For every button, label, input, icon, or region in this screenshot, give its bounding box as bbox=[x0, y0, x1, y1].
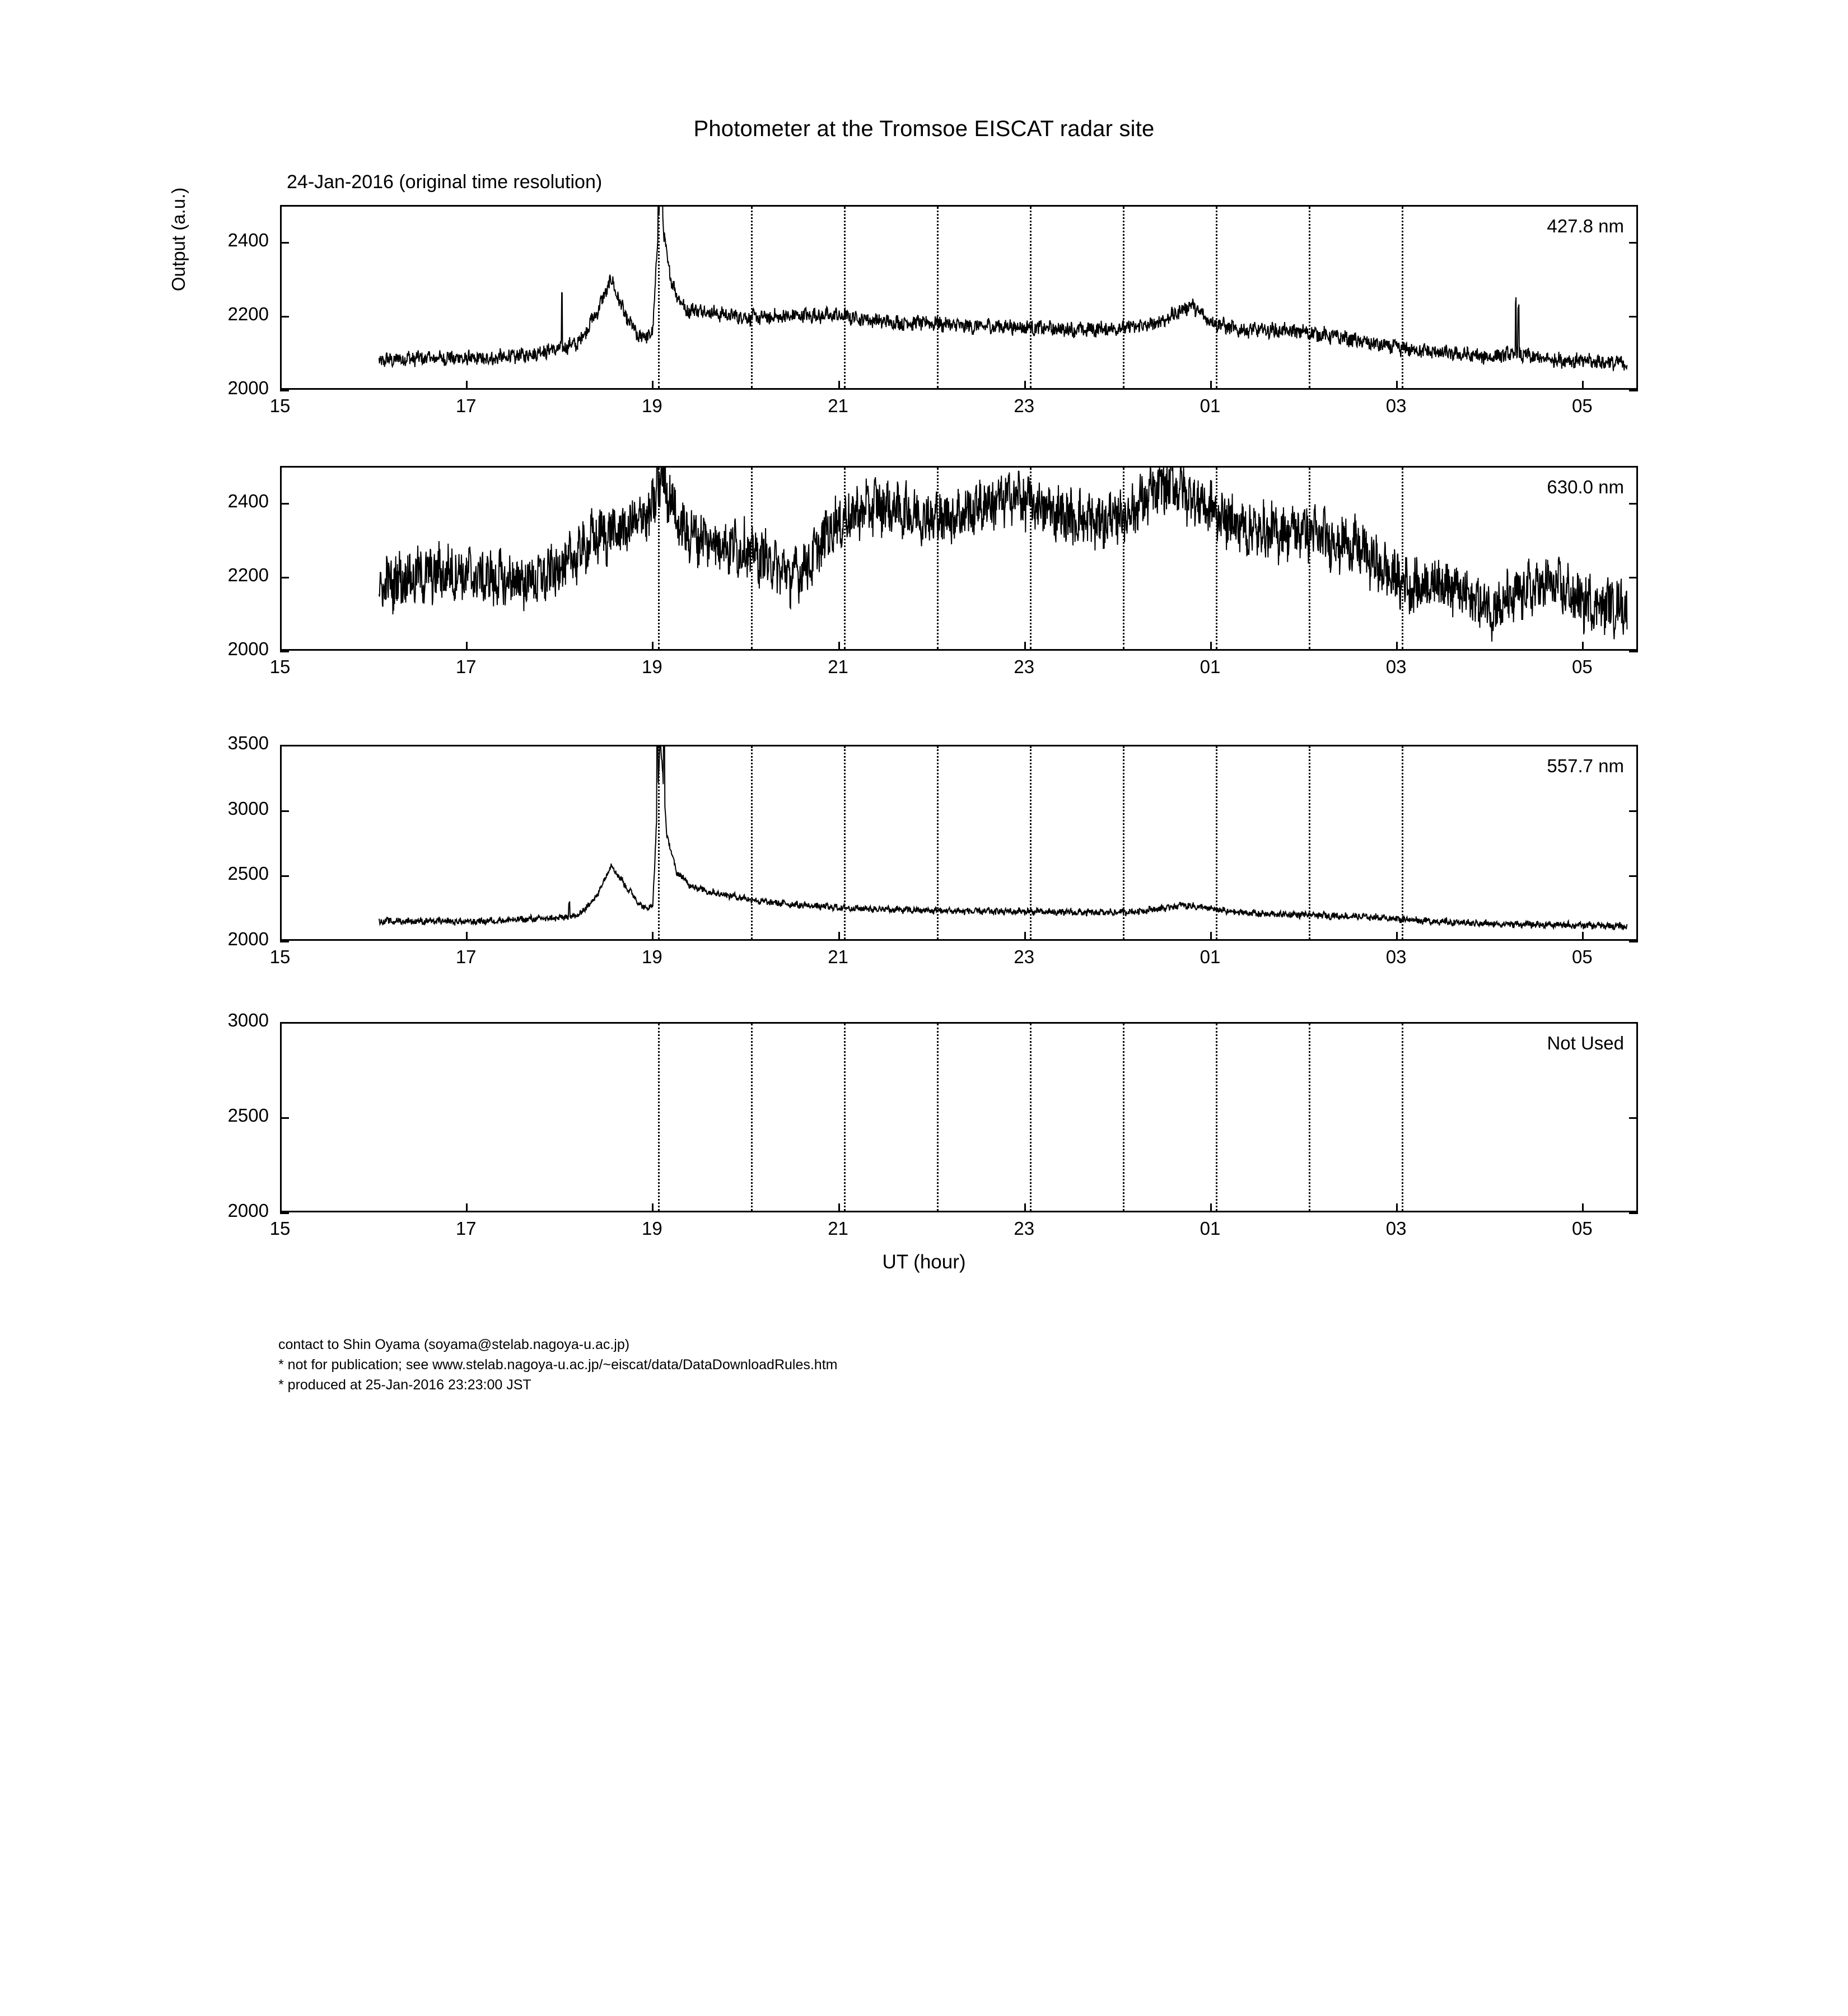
x-tick-mark bbox=[280, 381, 282, 390]
y-tick-label: 2000 bbox=[227, 1200, 269, 1221]
x-tick-mark bbox=[652, 932, 654, 941]
x-tick-mark bbox=[652, 381, 654, 390]
x-tick-mark bbox=[1210, 381, 1212, 390]
footer-notes bbox=[278, 1334, 838, 1395]
x-tick-mark bbox=[1396, 932, 1398, 941]
gridline bbox=[937, 1024, 939, 1211]
panel-annotation-5577nm: 557.7 nm bbox=[1547, 755, 1624, 776]
x-tick-label: 17 bbox=[455, 946, 477, 967]
x-tick-label: 15 bbox=[269, 1218, 291, 1239]
x-tick-mark bbox=[838, 1203, 840, 1212]
x-tick-label: 21 bbox=[828, 656, 848, 677]
x-tick-label: 03 bbox=[1385, 656, 1407, 677]
panel-annotation-4278nm: 427.8 nm bbox=[1547, 216, 1624, 236]
y-tick-mark bbox=[1629, 745, 1638, 746]
x-tick-mark bbox=[466, 381, 468, 390]
x-tick-mark bbox=[838, 932, 840, 941]
chart-panel-6300nm bbox=[280, 466, 1638, 651]
x-tick-label: 17 bbox=[455, 395, 477, 416]
y-tick-mark bbox=[1629, 941, 1638, 942]
gridline bbox=[658, 1024, 660, 1211]
x-tick-label: 19 bbox=[642, 395, 662, 416]
footer-publication-note: * not for publication; see www.stelab.nagoya-u.ac.jp/~eiscat/data/DataDownloadRules.htm bbox=[278, 1357, 838, 1373]
y-tick-label: 2200 bbox=[227, 564, 269, 585]
y-tick-label: 3500 bbox=[227, 732, 269, 753]
x-tick-mark bbox=[1582, 381, 1584, 390]
y-tick-label: 2500 bbox=[227, 863, 269, 884]
x-tick-mark bbox=[1582, 1203, 1584, 1212]
y-tick-mark bbox=[280, 1022, 289, 1024]
x-tick-label: 01 bbox=[1200, 395, 1221, 416]
x-tick-label: 23 bbox=[1014, 656, 1035, 677]
y-axis-label: Output (a.u.) bbox=[168, 187, 189, 291]
x-tick-mark bbox=[1024, 932, 1026, 941]
y-tick-mark bbox=[1629, 651, 1638, 652]
x-tick-mark bbox=[838, 642, 840, 651]
x-tick-label: 01 bbox=[1200, 1218, 1221, 1239]
x-tick-label: 15 bbox=[269, 395, 291, 416]
y-tick-mark bbox=[1629, 810, 1638, 812]
y-tick-mark bbox=[1629, 390, 1638, 391]
y-tick-mark bbox=[280, 1212, 289, 1214]
x-tick-label: 05 bbox=[1571, 946, 1593, 967]
series-line-6300nm bbox=[282, 468, 1636, 649]
gridline bbox=[1123, 1024, 1124, 1211]
y-tick-mark bbox=[280, 745, 289, 746]
y-tick-label: 2000 bbox=[227, 638, 269, 659]
x-tick-label: 21 bbox=[828, 1218, 848, 1239]
panel-annotation-6300nm: 630.0 nm bbox=[1547, 477, 1624, 497]
x-axis-label: UT (hour) bbox=[882, 1251, 966, 1273]
y-tick-label: 3000 bbox=[227, 797, 269, 819]
x-tick-label: 21 bbox=[828, 946, 848, 967]
y-tick-mark bbox=[1629, 503, 1638, 505]
x-tick-label: 23 bbox=[1014, 1218, 1035, 1239]
x-tick-label: 17 bbox=[455, 1218, 477, 1239]
y-tick-mark bbox=[280, 577, 289, 578]
y-tick-label: 2000 bbox=[227, 928, 269, 949]
y-tick-label: 2500 bbox=[227, 1105, 269, 1126]
y-tick-mark bbox=[280, 875, 289, 877]
y-tick-label: 2000 bbox=[227, 377, 269, 398]
y-tick-mark bbox=[280, 810, 289, 812]
y-tick-mark bbox=[280, 390, 289, 391]
footer-contact: contact to Shin Oyama (soyama@stelab.nagoya-u.ac.jp) bbox=[278, 1337, 630, 1352]
x-tick-mark bbox=[1210, 1203, 1212, 1212]
gridline bbox=[1309, 1024, 1310, 1211]
x-tick-mark bbox=[280, 1203, 282, 1212]
x-tick-label: 05 bbox=[1571, 1218, 1593, 1239]
y-tick-label: 3000 bbox=[227, 1010, 269, 1030]
y-tick-label: 2400 bbox=[227, 230, 269, 250]
x-tick-label: 21 bbox=[828, 395, 848, 416]
x-tick-label: 15 bbox=[269, 946, 291, 967]
y-tick-mark bbox=[1629, 1117, 1638, 1119]
x-tick-mark bbox=[466, 642, 468, 651]
y-tick-label: 2400 bbox=[227, 491, 269, 511]
y-tick-mark bbox=[280, 316, 289, 318]
y-tick-mark bbox=[280, 242, 289, 244]
gridline bbox=[1402, 1024, 1403, 1211]
x-tick-label: 01 bbox=[1200, 656, 1221, 677]
x-tick-mark bbox=[280, 932, 282, 941]
chart-panel-4278nm bbox=[280, 205, 1638, 390]
x-tick-mark bbox=[1210, 642, 1212, 651]
x-tick-mark bbox=[1396, 1203, 1398, 1212]
x-tick-mark bbox=[466, 1203, 468, 1212]
y-tick-label: 2200 bbox=[227, 304, 269, 324]
x-tick-mark bbox=[1582, 642, 1584, 651]
x-tick-mark bbox=[1024, 1203, 1026, 1212]
footer-produced-at: * produced at 25-Jan-2016 23:23:00 JST bbox=[278, 1377, 531, 1393]
x-tick-label: 05 bbox=[1571, 395, 1593, 416]
y-tick-mark bbox=[280, 651, 289, 652]
y-tick-mark bbox=[1629, 316, 1638, 318]
y-tick-mark bbox=[1629, 242, 1638, 244]
x-tick-mark bbox=[1582, 932, 1584, 941]
x-tick-label: 19 bbox=[642, 656, 662, 677]
y-tick-mark bbox=[1629, 1022, 1638, 1024]
y-tick-mark bbox=[280, 1117, 289, 1119]
x-tick-label: 23 bbox=[1014, 946, 1035, 967]
x-tick-label: 19 bbox=[642, 1218, 662, 1239]
x-tick-mark bbox=[280, 642, 282, 651]
x-tick-mark bbox=[466, 932, 468, 941]
gridline bbox=[1030, 1024, 1032, 1211]
x-tick-label: 23 bbox=[1014, 395, 1035, 416]
gridline bbox=[751, 1024, 753, 1211]
y-tick-mark bbox=[1629, 1212, 1638, 1214]
y-tick-mark bbox=[1629, 577, 1638, 578]
x-tick-mark bbox=[1396, 381, 1398, 390]
x-tick-mark bbox=[838, 381, 840, 390]
x-tick-label: 03 bbox=[1385, 395, 1407, 416]
y-tick-mark bbox=[1629, 875, 1638, 877]
x-tick-label: 03 bbox=[1385, 946, 1407, 967]
x-tick-mark bbox=[1210, 932, 1212, 941]
y-tick-mark bbox=[280, 503, 289, 505]
x-tick-mark bbox=[652, 642, 654, 651]
x-tick-mark bbox=[1024, 642, 1026, 651]
panel-annotation-not-used: Not Used bbox=[1547, 1033, 1624, 1053]
gridline bbox=[1216, 1024, 1217, 1211]
x-tick-mark bbox=[1396, 642, 1398, 651]
figure-subtitle: 24-Jan-2016 (original time resolution) bbox=[287, 171, 603, 193]
chart-panel-not-used bbox=[280, 1022, 1638, 1212]
page-title: Photometer at the Tromsoe EISCAT radar site bbox=[693, 116, 1155, 141]
chart-panel-5577nm bbox=[280, 745, 1638, 941]
series-line-4278nm bbox=[282, 207, 1636, 388]
x-tick-label: 01 bbox=[1200, 946, 1221, 967]
x-tick-mark bbox=[652, 1203, 654, 1212]
x-tick-mark bbox=[1024, 381, 1026, 390]
series-line-5577nm bbox=[282, 746, 1636, 939]
x-tick-label: 03 bbox=[1385, 1218, 1407, 1239]
y-tick-mark bbox=[280, 941, 289, 942]
x-tick-label: 17 bbox=[455, 656, 477, 677]
x-tick-label: 15 bbox=[269, 656, 291, 677]
x-tick-label: 05 bbox=[1571, 656, 1593, 677]
x-tick-label: 19 bbox=[642, 946, 662, 967]
gridline bbox=[844, 1024, 846, 1211]
